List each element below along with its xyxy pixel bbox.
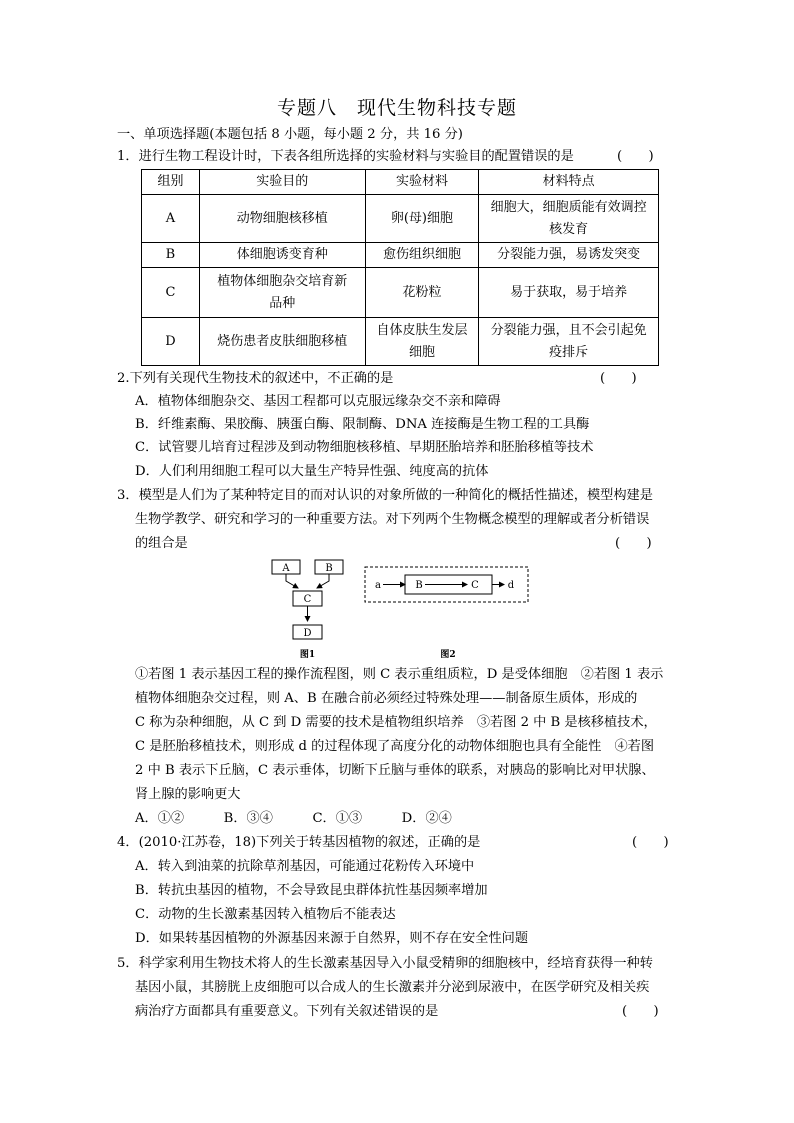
question-4-option-c: C．动物的生长激素基因转入植物后不能表达 [135, 907, 396, 922]
table-row [142, 318, 659, 366]
table-cell-group: B [142, 243, 200, 268]
table-cell-group: C [142, 268, 200, 318]
answer-bracket: ( ) [632, 835, 669, 850]
page-title: 专题八 现代生物科技专题 [276, 97, 517, 119]
table-row [142, 243, 659, 268]
table-row [142, 268, 659, 318]
section-heading: 一、单项选择题(本题包括 8 小题，每小题 2 分，共 16 分) [117, 127, 463, 142]
table-header: 材料特点 [479, 170, 659, 195]
fig1-label-c: C [303, 594, 312, 605]
fig2-label-b: B [415, 580, 423, 591]
fig1-arrow-b-c [317, 574, 329, 588]
question-2-option-a: A．植物体细胞杂交、基因工程都可以克服远缘杂交不亲和障碍 [135, 394, 501, 409]
table-row [142, 195, 659, 243]
table-cell-material: 花粉粒 [365, 268, 479, 318]
table-cell-group: A [142, 195, 200, 243]
table-cell-feature: 易于获取，易于培养 [479, 268, 659, 318]
question-5-stem: 病治疗方面都具有重要意义。下列有关叙述错误的是 [135, 1004, 439, 1019]
question-4-option-d: D．如果转基因植物的外源基因来源于自然界，则不存在安全性问题 [135, 931, 529, 946]
table-cell-feature: 分裂能力强，易诱发突变 [479, 243, 659, 268]
question-5-stem: 5．科学家利用生物技术将人的生长激素基因导入小鼠受精卵的细胞核中，经培育获得一种转 [117, 956, 653, 971]
table-cell-goal [199, 268, 365, 318]
table-cell-line: 分裂能力强，且不会引起免 [490, 322, 647, 338]
table-cell-line: 核发育 [549, 221, 589, 237]
question-4-stem: 4．(2010·江苏卷，18)下列关于转基因植物的叙述，正确的是 [117, 835, 481, 850]
question-4-option-a: A．转入到油菜的抗除草剂基因，可能通过花粉传入环境中 [135, 859, 475, 874]
fig2-label-d: d [507, 580, 515, 591]
table-cell-line: 植物体细胞杂交培育新 [217, 273, 348, 289]
figure-2-diagram [365, 567, 528, 660]
question-3-stem: 的组合是 [135, 536, 188, 551]
table-cell-line: 细胞大，细胞质能有效调控 [490, 199, 647, 215]
table-cell-material: 愈伤组织细胞 [365, 243, 479, 268]
table-header: 实验目的 [199, 170, 365, 195]
answer-bracket: ( ) [600, 371, 637, 386]
question-1-table [141, 169, 659, 366]
table-cell-feature [479, 195, 659, 243]
question-3-body: C 是胚胎移植技术，则形成 d 的过程体现了高度分化的动物体细胞也具有全能性 ④若图 [135, 739, 655, 754]
question-3-figures [262, 557, 532, 667]
question-3-options: A．①② B．③④ C．①③ D．②④ [135, 811, 452, 826]
question-4-option-b: B．转抗虫基因的植物，不会导致昆虫群体抗性基因频率增加 [135, 883, 488, 898]
question-2-option-c: C．试管婴儿培育过程涉及到动物细胞核移植、早期胚胎培养和胚胎移植等技术 [135, 440, 594, 455]
table-cell-line: 细胞 [408, 344, 435, 360]
fig1-label-b: B [325, 563, 333, 574]
question-1-stem: 1．进行生物工程设计时，下表各组所选择的实验材料与实验目的配置错误的是 [117, 149, 574, 164]
fig2-label-a: a [375, 580, 381, 591]
question-2-option-d: D．人们利用细胞工程可以大量生产特异性强、纯度高的抗体 [135, 464, 489, 479]
table-cell-line: 疫排斥 [549, 344, 589, 360]
fig1-arrow-a-c [286, 574, 298, 588]
figure-1-diagram [272, 560, 343, 660]
question-5-stem: 基因小鼠，其膀胱上皮细胞可以合成人的生长激素并分泌到尿液中，在医学研究及相关疾 [135, 980, 650, 995]
table-cell-group: D [142, 318, 200, 366]
table-cell-line: 自体皮肤生发层 [376, 322, 468, 338]
table-cell-feature [479, 318, 659, 366]
answer-bracket: ( ) [622, 1004, 659, 1019]
fig1-label-d: D [303, 628, 312, 639]
question-3-stem: 3．模型是人们为了某种特定目的而对认识的对象所做的一种简化的概括性描述，模型构建是 [117, 488, 653, 503]
table-cell-line: 品种 [269, 295, 296, 311]
table-header: 组别 [142, 170, 200, 195]
table-header: 实验材料 [365, 170, 479, 195]
answer-bracket: ( ) [615, 536, 652, 551]
question-3-body: ①若图 1 表示基因工程的操作流程图，则 C 表示重组质粒，D 是受体细胞 ②若图 1 表示 [135, 667, 664, 682]
answer-bracket: ( ) [617, 149, 654, 164]
question-3-body: 植物体细胞杂交过程，则 A、B 在融合前必须经过特殊处理——制备原生质体，形成的 [135, 691, 638, 706]
table-cell-goal: 烧伤患者皮肤细胞移植 [199, 318, 365, 366]
question-2-stem: 2.下列有关现代生物技术的叙述中，不正确的是 [117, 371, 394, 386]
question-3-body: 肾上腺的影响更大 [135, 787, 241, 802]
question-3-body: C 称为杂种细胞，从 C 到 D 需要的技术是植物组织培养 ③若图 2 中 B 是核移植技术， [135, 715, 657, 730]
fig2-caption: 图2 [440, 650, 456, 660]
table-cell-material [365, 318, 479, 366]
table-cell-material: 卵(母)细胞 [365, 195, 479, 243]
fig2-label-c: C [471, 580, 479, 591]
question-3-stem: 生物学教学、研究和学习的一种重要方法。对下列两个生物概念模型的理解或者分析错误 [135, 512, 650, 527]
question-3-body: 2 中 B 表示下丘脑，C 表示垂体，切断下丘脑与垂体的联系，对胰岛的影响比对甲状腺、 [135, 763, 655, 778]
table-header-row [142, 170, 659, 195]
table-cell-goal: 动物细胞核移植 [199, 195, 365, 243]
fig1-caption: 图1 [299, 650, 316, 660]
question-2-option-b: B．纤维素酶、果胶酶、胰蛋白酶、限制酶、DNA 连接酶是生物工程的工具酶 [135, 417, 590, 432]
table-cell-goal: 体细胞诱变育种 [199, 243, 365, 268]
fig1-label-a: A [282, 563, 290, 574]
